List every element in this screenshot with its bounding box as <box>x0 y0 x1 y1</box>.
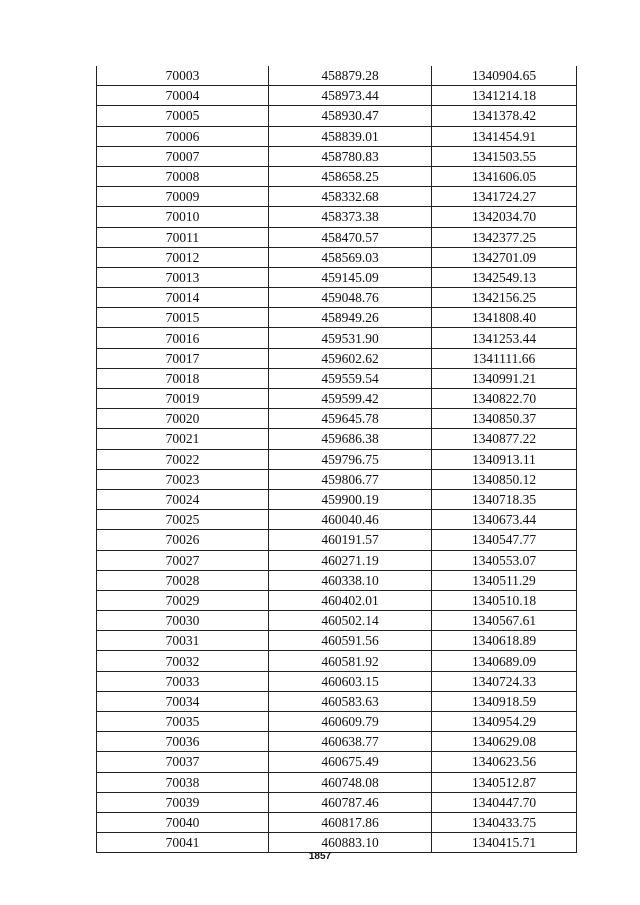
point-id-cell: 70021 <box>97 429 269 449</box>
easting-cell: 460591.56 <box>269 631 432 651</box>
northing-cell: 1340689.09 <box>432 651 577 671</box>
point-id-cell: 70023 <box>97 469 269 489</box>
easting-cell: 460040.46 <box>269 510 432 530</box>
point-id-cell: 70025 <box>97 510 269 530</box>
northing-cell: 1340510.18 <box>432 590 577 610</box>
northing-cell: 1340904.65 <box>432 66 577 86</box>
northing-cell: 1340547.77 <box>432 530 577 550</box>
point-id-cell: 70007 <box>97 146 269 166</box>
easting-cell: 460603.15 <box>269 671 432 691</box>
point-id-cell: 70015 <box>97 308 269 328</box>
northing-cell: 1340415.71 <box>432 833 577 853</box>
northing-cell: 1340918.59 <box>432 691 577 711</box>
northing-cell: 1341503.55 <box>432 146 577 166</box>
point-id-cell: 70028 <box>97 570 269 590</box>
table-row <box>97 772 577 792</box>
table-row <box>97 187 577 207</box>
point-id-cell: 70011 <box>97 227 269 247</box>
point-id-cell: 70032 <box>97 651 269 671</box>
table-row <box>97 166 577 186</box>
northing-cell: 1340822.70 <box>432 389 577 409</box>
table-row <box>97 66 577 86</box>
point-id-cell: 70024 <box>97 489 269 509</box>
northing-cell: 1340673.44 <box>432 510 577 530</box>
point-id-cell: 70012 <box>97 247 269 267</box>
northing-cell: 1341606.05 <box>432 166 577 186</box>
point-id-cell: 70006 <box>97 126 269 146</box>
table-row <box>97 631 577 651</box>
easting-cell: 460502.14 <box>269 611 432 631</box>
northing-cell: 1340877.22 <box>432 429 577 449</box>
easting-cell: 459796.75 <box>269 449 432 469</box>
point-id-cell: 70034 <box>97 691 269 711</box>
table-row <box>97 671 577 691</box>
northing-cell: 1341111.66 <box>432 348 577 368</box>
easting-cell: 458973.44 <box>269 86 432 106</box>
point-id-cell: 70008 <box>97 166 269 186</box>
easting-cell: 458470.57 <box>269 227 432 247</box>
easting-cell: 458949.26 <box>269 308 432 328</box>
northing-cell: 1341253.44 <box>432 328 577 348</box>
easting-cell: 459145.09 <box>269 267 432 287</box>
easting-cell: 460787.46 <box>269 792 432 812</box>
point-id-cell: 70022 <box>97 449 269 469</box>
table-row <box>97 651 577 671</box>
point-id-cell: 70004 <box>97 86 269 106</box>
point-id-cell: 70005 <box>97 106 269 126</box>
easting-cell: 459559.54 <box>269 368 432 388</box>
easting-cell: 460581.92 <box>269 651 432 671</box>
table-row <box>97 792 577 812</box>
table-row <box>97 550 577 570</box>
northing-cell: 1342701.09 <box>432 247 577 267</box>
easting-cell: 460748.08 <box>269 772 432 792</box>
point-id-cell: 70033 <box>97 671 269 691</box>
table-row <box>97 207 577 227</box>
easting-cell: 459048.76 <box>269 288 432 308</box>
easting-cell: 458879.28 <box>269 66 432 86</box>
easting-cell: 458839.01 <box>269 126 432 146</box>
easting-cell: 459599.42 <box>269 389 432 409</box>
northing-cell: 1341454.91 <box>432 126 577 146</box>
northing-cell: 1340718.35 <box>432 489 577 509</box>
table-row <box>97 368 577 388</box>
point-id-cell: 70029 <box>97 590 269 610</box>
northing-cell: 1340553.07 <box>432 550 577 570</box>
easting-cell: 459806.77 <box>269 469 432 489</box>
page-number: 1857 <box>308 851 332 862</box>
northing-cell: 1341214.18 <box>432 86 577 106</box>
point-id-cell: 70035 <box>97 712 269 732</box>
northing-cell: 1340850.12 <box>432 469 577 489</box>
point-id-cell: 70037 <box>97 752 269 772</box>
easting-cell: 460609.79 <box>269 712 432 732</box>
northing-cell: 1340623.56 <box>432 752 577 772</box>
table-row <box>97 691 577 711</box>
point-id-cell: 70009 <box>97 187 269 207</box>
point-id-cell: 70019 <box>97 389 269 409</box>
table-row <box>97 590 577 610</box>
northing-cell: 1340629.08 <box>432 732 577 752</box>
easting-cell: 459686.38 <box>269 429 432 449</box>
table-row <box>97 86 577 106</box>
easting-cell: 460675.49 <box>269 752 432 772</box>
table-row <box>97 489 577 509</box>
table-row <box>97 752 577 772</box>
table-row <box>97 429 577 449</box>
coordinate-table <box>96 66 577 853</box>
table-row <box>97 247 577 267</box>
northing-cell: 1340850.37 <box>432 409 577 429</box>
table-row <box>97 530 577 550</box>
easting-cell: 460583.63 <box>269 691 432 711</box>
point-id-cell: 70038 <box>97 772 269 792</box>
table-row <box>97 812 577 832</box>
point-id-cell: 70026 <box>97 530 269 550</box>
point-id-cell: 70027 <box>97 550 269 570</box>
table-row <box>97 308 577 328</box>
easting-cell: 459645.78 <box>269 409 432 429</box>
easting-cell: 460883.10 <box>269 833 432 853</box>
northing-cell: 1340618.89 <box>432 631 577 651</box>
table-row <box>97 611 577 631</box>
table-row <box>97 409 577 429</box>
point-id-cell: 70020 <box>97 409 269 429</box>
point-id-cell: 70010 <box>97 207 269 227</box>
table-row <box>97 267 577 287</box>
northing-cell: 1340433.75 <box>432 812 577 832</box>
point-id-cell: 70018 <box>97 368 269 388</box>
point-id-cell: 70013 <box>97 267 269 287</box>
easting-cell: 460271.19 <box>269 550 432 570</box>
point-id-cell: 70016 <box>97 328 269 348</box>
northing-cell: 1342549.13 <box>432 267 577 287</box>
northing-cell: 1340724.33 <box>432 671 577 691</box>
easting-cell: 458658.25 <box>269 166 432 186</box>
table-row <box>97 570 577 590</box>
table-body <box>97 66 577 853</box>
point-id-cell: 70041 <box>97 833 269 853</box>
easting-cell: 458930.47 <box>269 106 432 126</box>
northing-cell: 1341378.42 <box>432 106 577 126</box>
table-row <box>97 732 577 752</box>
northing-cell: 1342377.25 <box>432 227 577 247</box>
easting-cell: 458780.83 <box>269 146 432 166</box>
northing-cell: 1340512.87 <box>432 772 577 792</box>
point-id-cell: 70036 <box>97 732 269 752</box>
easting-cell: 459531.90 <box>269 328 432 348</box>
northing-cell: 1340913.11 <box>432 449 577 469</box>
northing-cell: 1340447.70 <box>432 792 577 812</box>
easting-cell: 459602.62 <box>269 348 432 368</box>
table-row <box>97 833 577 853</box>
point-id-cell: 70003 <box>97 66 269 86</box>
easting-cell: 460402.01 <box>269 590 432 610</box>
table-row <box>97 348 577 368</box>
northing-cell: 1342156.25 <box>432 288 577 308</box>
point-id-cell: 70017 <box>97 348 269 368</box>
table-row <box>97 389 577 409</box>
table-row <box>97 227 577 247</box>
table-row <box>97 288 577 308</box>
point-id-cell: 70040 <box>97 812 269 832</box>
table-row <box>97 510 577 530</box>
easting-cell: 458332.68 <box>269 187 432 207</box>
table-row <box>97 328 577 348</box>
table-row <box>97 126 577 146</box>
table-row <box>97 449 577 469</box>
northing-cell: 1340954.29 <box>432 712 577 732</box>
easting-cell: 460638.77 <box>269 732 432 752</box>
point-id-cell: 70030 <box>97 611 269 631</box>
northing-cell: 1341808.40 <box>432 308 577 328</box>
northing-cell: 1340567.61 <box>432 611 577 631</box>
easting-cell: 460817.86 <box>269 812 432 832</box>
table-row <box>97 146 577 166</box>
northing-cell: 1340511.29 <box>432 570 577 590</box>
northing-cell: 1342034.70 <box>432 207 577 227</box>
easting-cell: 460191.57 <box>269 530 432 550</box>
point-id-cell: 70014 <box>97 288 269 308</box>
easting-cell: 458373.38 <box>269 207 432 227</box>
northing-cell: 1341724.27 <box>432 187 577 207</box>
table-row <box>97 469 577 489</box>
easting-cell: 460338.10 <box>269 570 432 590</box>
table-row <box>97 106 577 126</box>
point-id-cell: 70039 <box>97 792 269 812</box>
northing-cell: 1340991.21 <box>432 368 577 388</box>
easting-cell: 458569.03 <box>269 247 432 267</box>
table-row <box>97 712 577 732</box>
easting-cell: 459900.19 <box>269 489 432 509</box>
point-id-cell: 70031 <box>97 631 269 651</box>
